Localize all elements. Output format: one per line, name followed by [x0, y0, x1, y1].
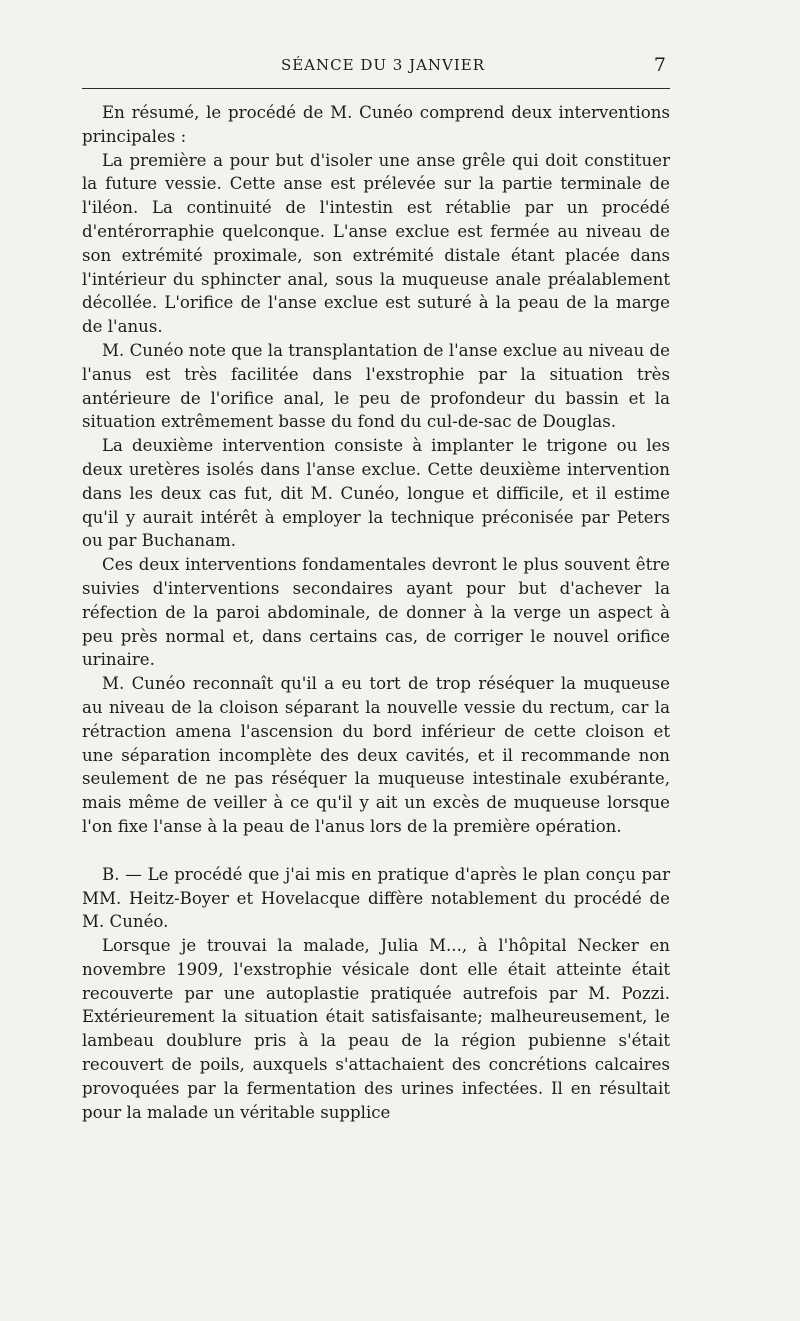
paragraph: Ces deux interventions fondamentales devront le plus souvent être suivies d'interventions secondaires ayant pour but d'achever la réfection de la paroi abdominale, de donner à la verge un aspect à peu près normal et, dans certains cas, de corriger le nouvel orifice urinaire.: [82, 555, 670, 670]
paragraph: En résumé, le procédé de M. Cunéo comprend deux interventions principales :: [82, 103, 670, 146]
running-header: [82, 56, 670, 82]
paragraph: Lorsque je trouvai la malade, Julia M..., à l'hôpital Necker en novembre 1909, l'exstrophie vésicale dont elle était atteinte était recouverte par une autoplastie pratiquée autrefois par M. Pozzi. Extérieurement la situation était satisfaisante; malheureusement, le lambeau doublure pris à la peau de la région pubienne s'était recouvert de poils, auxquels s'attachaient des concrétions calcaires provoquées par la fermentation des urines infectées. Il en résultait pour la malade un véritable supplice: [82, 936, 670, 1122]
header-rule: [82, 88, 670, 89]
paragraph: M. Cunéo note que la transplantation de l'anse exclue au niveau de l'anus est très facilitée dans l'exstrophie par la situation très antérieure de l'orifice anal, le peu de profondeur du bassin et la situation extrêmement basse du fond du cul-de-sac de Douglas.: [82, 340, 670, 432]
paragraph: M. Cunéo reconnaît qu'il a eu tort de trop réséquer la muqueuse au niveau de la cloison séparant la nouvelle vessie du rectum, car la rétraction amena l'ascension du bord inférieur de cette cloison et une séparation incomplète des deux cavités, et il recommande non seulement de ne pas réséquer la muqueuse intestinale exubérante, mais même de veiller à ce qu'il y ait un excès de muqueuse lorsque l'on fixe l'anse à la peau de l'anus lors de la première opération.: [82, 674, 670, 836]
paragraph: La première a pour but d'isoler une anse grêle qui doit constituer la future vessie. Cette anse est prélevée sur la partie terminale de l'iléon. La continuité de l'intestin est rétablie par un procédé d'entérorraphie quelconque. L'anse exclue est fermée au niveau de son extrémité proximale, son extrémité distale étant placée dans l'intérieur du sphincter anal, sous la muqueuse anale préalablement décollée. L'orifice de l'anse exclue est suturé à la peau de la marge de l'anus.: [82, 150, 670, 337]
body-text: [82, 101, 670, 1124]
page: [82, 56, 670, 1124]
paragraph: La deuxième intervention consiste à implanter le trigone ou les deux uretères isolés dans l'anse exclue. Cette deuxième intervention dans les deux cas fut, dit M. Cunéo, longue et difficile, et il estime qu'il y aurait intérêt à employer la technique préconisée par Peters ou par Buchanam.: [82, 436, 670, 551]
section-b-paragraph: B. — Le procédé que j'ai mis en pratique d'après le plan conçu par MM. Heitz-Boyer et Hovelacque diffère notablement du procédé de M. Cunéo.: [82, 864, 670, 932]
header-title: SÉANCE DU 3 JANVIER: [280, 56, 486, 74]
page-number: 7: [653, 54, 666, 76]
